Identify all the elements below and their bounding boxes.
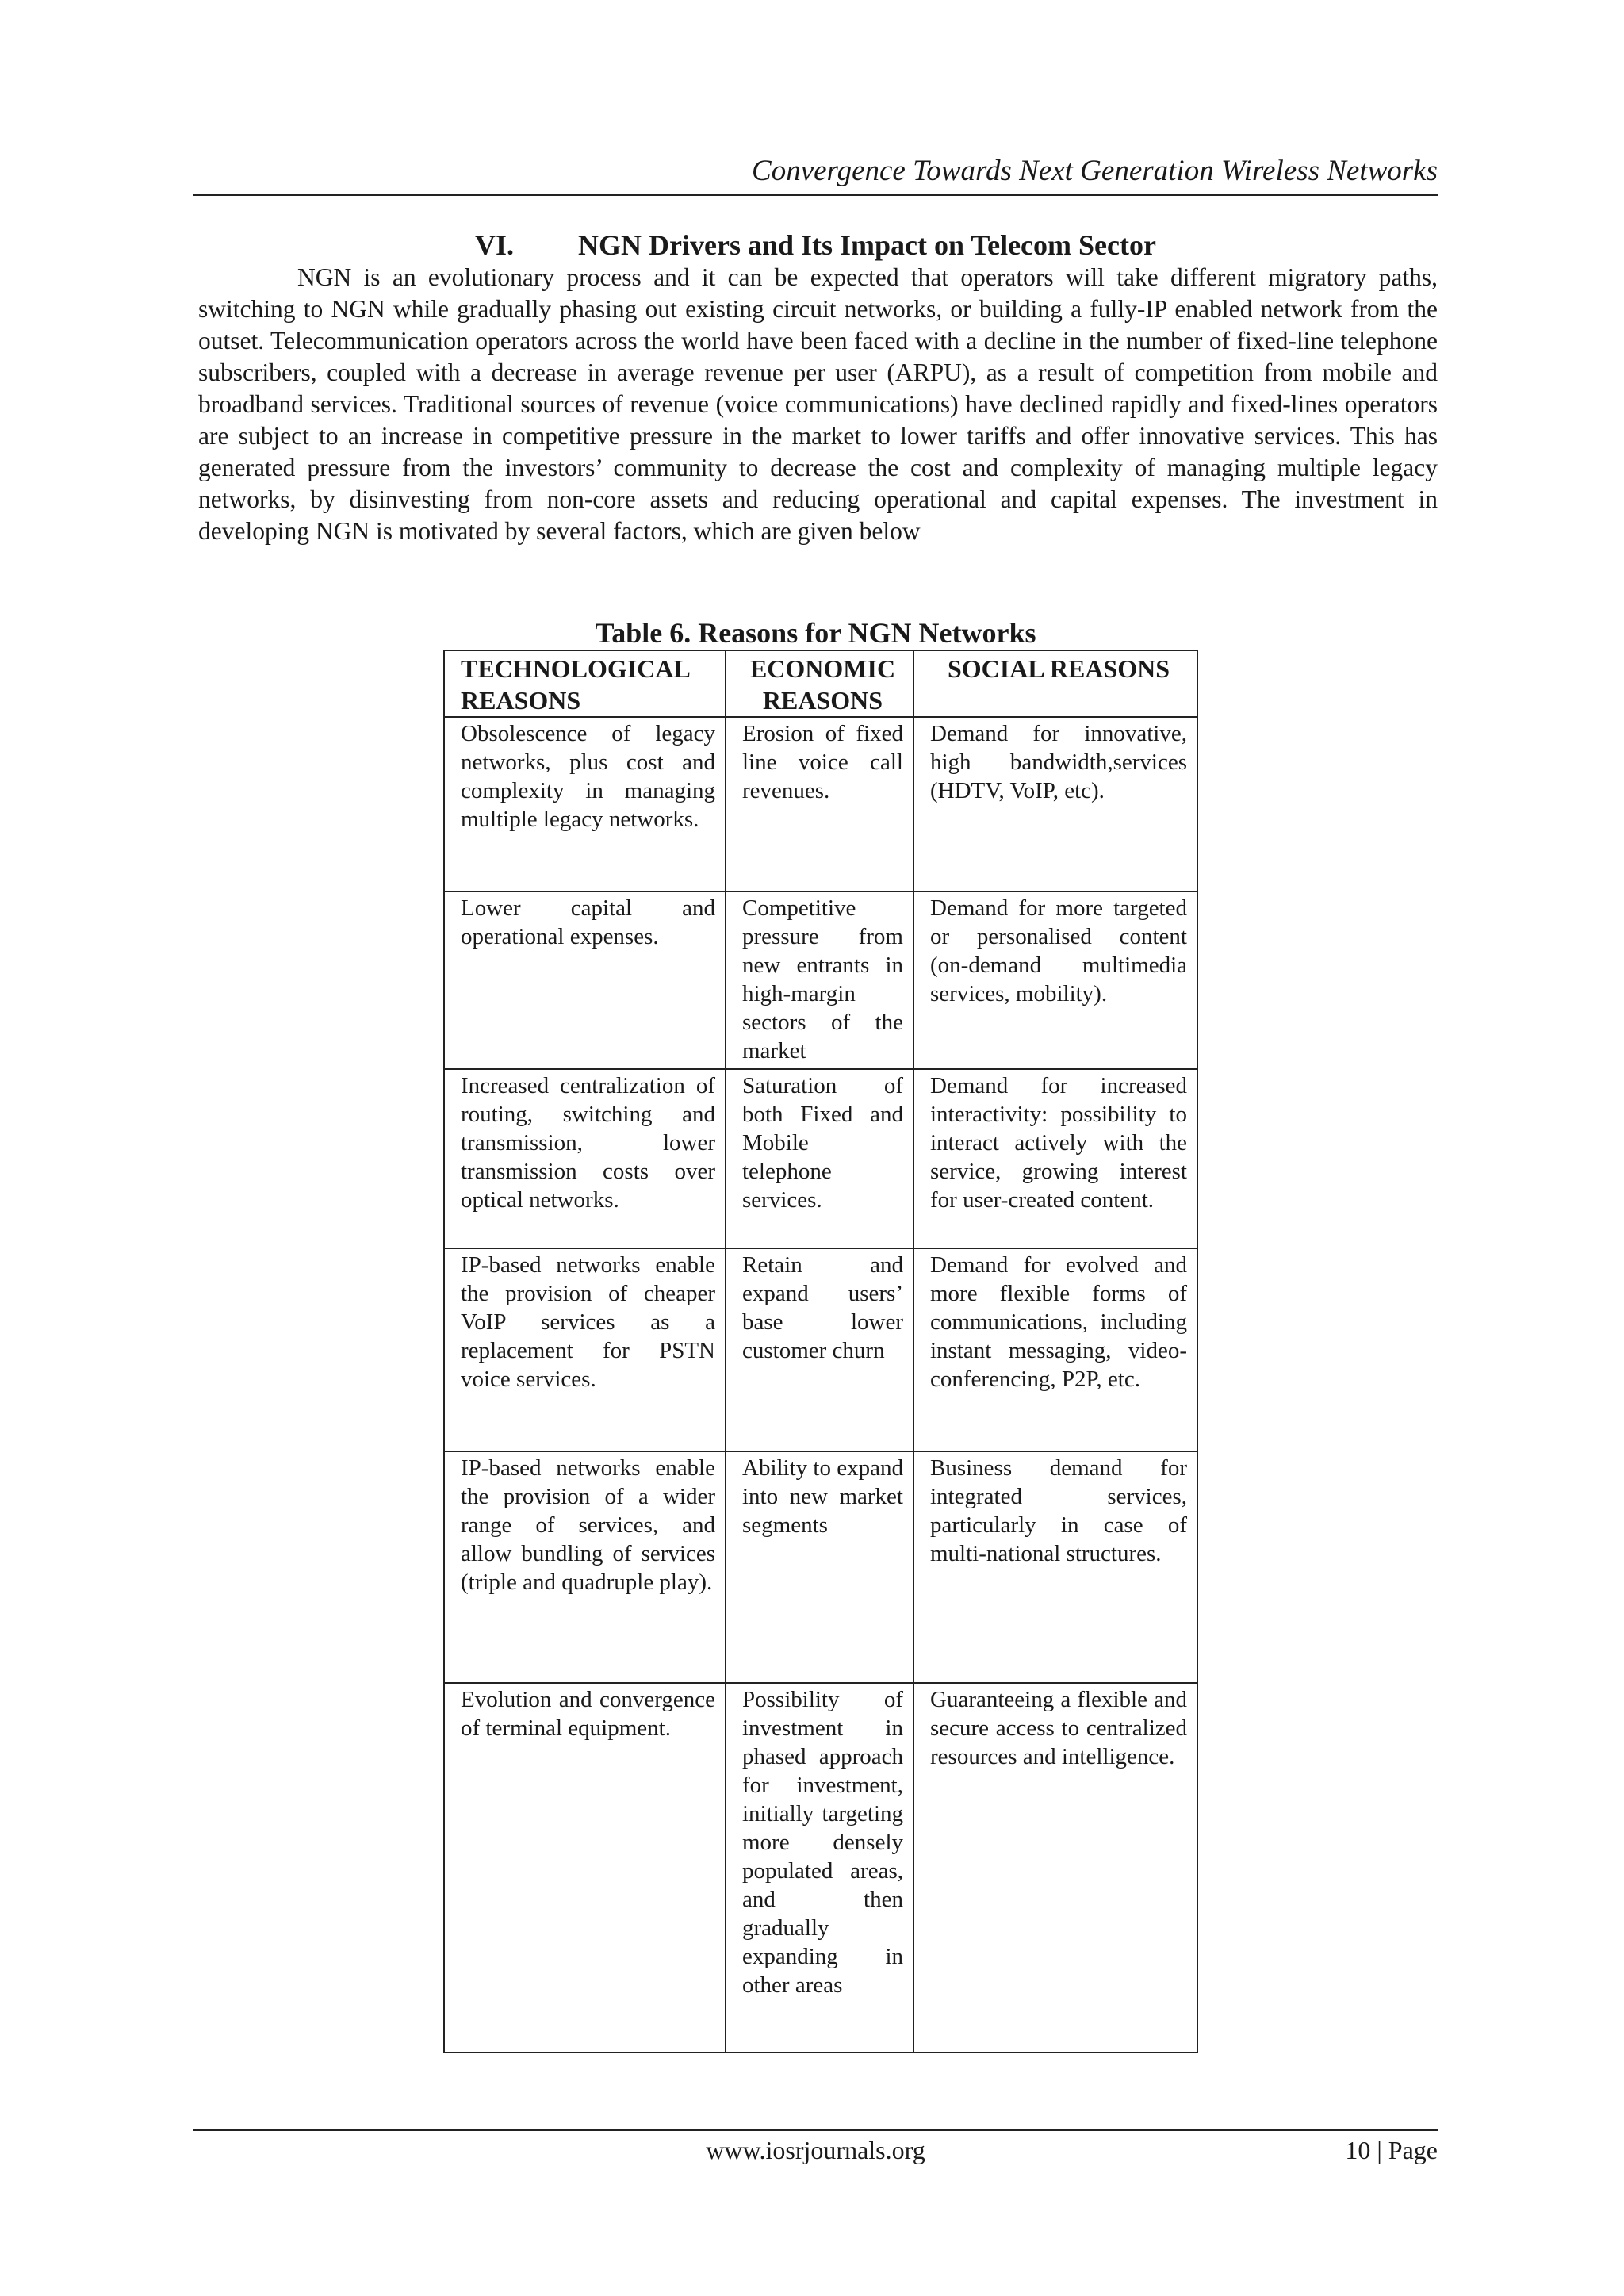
- table-cell: Demand for increased interactivity: possibility to interact actively with the service, growing interest for user-created content.: [914, 1069, 1197, 1248]
- table-row: [444, 1069, 1197, 1248]
- table-header-row: [444, 650, 1197, 717]
- table-cell: Competitive pressure from new entrants in high-margin sectors of the market: [726, 891, 914, 1069]
- body-paragraph: NGN is an evolutionary process and it can be expected that operators will take different migratory paths, switching to NGN while gradually phasing out existing circuit networks, or building a fully-IP enabled network from the outset. Telecommunication operators across the world have been faced with a decline in the number of fixed-line telephone subscribers, coupled with a decrease in average revenue per user (ARPU), as a result of competition from mobile and broadband services. Traditional sources of revenue (voice communications) have declined rapidly and fixed-lines operators are subject to an increase in competitive pressure in the market to lower tariffs and offer innovative services. This has generated pressure from the investors’ community to decrease the cost and complexity of managing multiple legacy networks, by disinvesting from non-core assets and reducing operational and capital expenses. The investment in developing NGN is motivated by several factors, which are given below: [198, 263, 1438, 545]
- table-cell: Demand for evolved and more flexible forms of communications, including instant messaging, video-conferencing, P2P, etc.: [914, 1248, 1197, 1451]
- footer-website: www.iosrjournals.org: [706, 2136, 925, 2164]
- table-cell: Lower capital and operational expenses.: [444, 891, 726, 1069]
- table-cell: IP-based networks enable the provision of a wider range of services, and allow bundling of services (triple and quadruple play).: [444, 1451, 726, 1683]
- table-row: [444, 891, 1197, 1069]
- table-cell: Demand for innovative, high bandwidth,services (HDTV, VoIP, etc).: [914, 717, 1197, 891]
- section-heading: [193, 227, 1438, 263]
- header-rule: [193, 194, 1438, 196]
- header-social: SOCIAL REASONS: [914, 650, 1197, 717]
- table-cell: Evolution and convergence of terminal equipment.: [444, 1683, 726, 2053]
- header-economic: ECONOMIC REASONS: [726, 650, 914, 717]
- running-header: Convergence Towards Next Generation Wireless Networks: [752, 155, 1438, 187]
- table-row: [444, 1248, 1197, 1451]
- table-row: [444, 717, 1197, 891]
- table-cell: Increased centralization of routing, switching and transmission, lower transmission costs over optical networks.: [444, 1069, 726, 1248]
- table-row: [444, 1683, 1197, 2053]
- table-cell: Possibility of investment in phased approach for investment, initially targeting more densely populated areas, and then gradually expanding in other areas: [726, 1683, 914, 2053]
- table-cell: Guaranteeing a flexible and secure access to centralized resources and intelligence.: [914, 1683, 1197, 2053]
- table-cell: Business demand for integrated services, particularly in case of multi-national structures.: [914, 1451, 1197, 1683]
- table-cell: Retain and expand users’ base lower customer churn: [726, 1248, 914, 1451]
- table-cell: Obsolescence of legacy networks, plus cost and complexity in managing multiple legacy networks.: [444, 717, 726, 891]
- section-number: VI.: [475, 229, 515, 261]
- footer-page-number: 10 | Page: [1345, 2136, 1438, 2164]
- table-row: [444, 1451, 1197, 1683]
- reasons-table: [443, 650, 1198, 2053]
- table-cell: IP-based networks enable the provision of cheaper VoIP services as a replacement for PSTN voice services.: [444, 1248, 726, 1451]
- table-cell: Demand for more targeted or personalised content (on-demand multimedia services, mobility).: [914, 891, 1197, 1069]
- header-technological: TECHNOLOGICAL REASONS: [444, 650, 726, 717]
- table-cell: Erosion of fixed line voice call revenues.: [726, 717, 914, 891]
- section-title: NGN Drivers and Its Impact on Telecom Sector: [578, 229, 1156, 261]
- table-cell: Saturation of both Fixed and Mobile telephone services.: [726, 1069, 914, 1248]
- footer-rule: [193, 2129, 1438, 2131]
- table-cell: Ability to expand into new market segments: [726, 1451, 914, 1683]
- table-caption: Table 6. Reasons for NGN Networks: [595, 617, 1036, 649]
